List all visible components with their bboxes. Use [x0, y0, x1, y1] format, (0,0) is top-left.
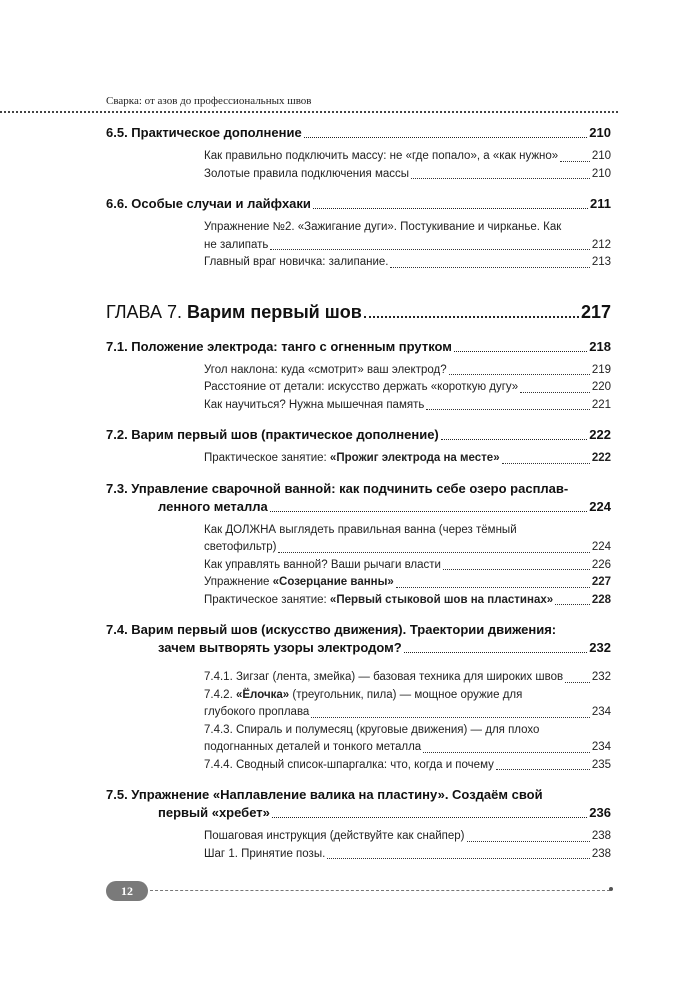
toc-title: 7.4.4. Сводный список-шпаргалка: что, когда и почему: [204, 758, 494, 771]
dot-leader: [270, 511, 588, 512]
dot-leader: [327, 858, 590, 859]
toc-page: 217: [580, 301, 611, 322]
toc-title-prefix: Упражнение: [204, 576, 273, 588]
toc-title: Как правильно подключить массу: не «где попало», а «как нужно»: [204, 150, 559, 162]
toc-page: 210: [589, 125, 611, 140]
dot-leader: [396, 587, 590, 588]
toc-page: 220: [591, 381, 611, 393]
toc-entry-6-6-a[interactable]: [204, 219, 611, 254]
toc-title: Как научиться? Нужна мышечная память: [204, 398, 425, 411]
toc-entry-7-5[interactable]: [106, 786, 611, 822]
toc-entry-7-3-a[interactable]: [204, 522, 611, 557]
toc-entry-7-4-3[interactable]: [204, 722, 611, 757]
toc-title: Шаг 1. Принятие позы.: [204, 847, 326, 860]
toc-page: 234: [591, 706, 611, 718]
toc-entry-7-3-c[interactable]: [204, 574, 611, 592]
dot-leader: [520, 392, 590, 393]
toc-title-line1: 7.5. Упражнение «Наплавление валика на пластину». Создаём свой: [106, 787, 543, 802]
toc-entry-7-2[interactable]: [106, 426, 611, 444]
dot-leader: [454, 351, 587, 352]
chapter-label: ГЛАВА 7.: [106, 301, 187, 322]
dot-leader: [441, 439, 588, 440]
toc-page: 222: [591, 452, 611, 464]
toc-page: 219: [591, 363, 611, 376]
toc-title: Как управлять ванной? Ваши рычаги власти: [204, 558, 441, 571]
toc-title-bold: «Ёлочка»: [235, 688, 290, 701]
toc-entry-7-3-b[interactable]: [204, 557, 611, 575]
toc-title: [204, 592, 553, 610]
toc-entry-7-1-c[interactable]: [204, 397, 611, 415]
toc-page: 213: [591, 256, 611, 268]
toc-title-line2: глубокого проплава: [204, 706, 310, 718]
toc-title: 7.4.1. Зигзаг (лента, змейка) — базовая техника для широких швов: [204, 671, 564, 683]
toc-title: Главный враг новичка: залипание.: [204, 256, 389, 268]
dot-leader: [313, 208, 588, 209]
toc-title: 6.5. Практическое дополнение: [106, 125, 302, 140]
toc-title-line2: первый «хребет»: [158, 805, 270, 820]
toc-chapter-7[interactable]: [106, 300, 611, 324]
toc-title-bold: «Созерцание ванны»: [272, 576, 394, 588]
toc-entry-7-1-b[interactable]: [204, 379, 611, 397]
dot-leader: [496, 769, 590, 770]
toc-entry-7-5-a[interactable]: [204, 828, 611, 846]
page-number-badge: 12: [106, 881, 148, 901]
toc-title: 6.6. Особые случаи и лайфхаки: [106, 196, 311, 211]
toc-page: 218: [589, 338, 611, 354]
toc-entry-7-1-a[interactable]: [204, 362, 611, 380]
dot-leader: [390, 267, 589, 268]
dot-leader: [404, 652, 588, 653]
toc-entry-6-6[interactable]: [106, 195, 611, 213]
toc-title: [204, 574, 394, 592]
toc-title-line1: Упражнение №2. «Зажигание дуги». Постукивание и чирканье. Как: [204, 221, 562, 233]
toc-title-line1: 7.4. Варим первый шов (искусство движения). Траектории движения:: [106, 622, 557, 637]
toc-entry-7-5-b[interactable]: [204, 846, 611, 864]
toc-entry-7-4-4[interactable]: [204, 757, 611, 775]
chapter-title: Варим первый шов: [186, 301, 362, 322]
toc-title: Пошаговая инструкция (действуйте как снайпер): [204, 830, 465, 842]
toc-page: 238: [591, 830, 611, 842]
dot-leader: [278, 552, 589, 553]
toc-entry-6-5[interactable]: [106, 124, 611, 142]
running-head: Сварка: от азов до профессиональных швов: [106, 95, 312, 107]
toc-page: 238: [591, 847, 611, 860]
dot-leader: [270, 249, 589, 250]
toc-title-line2: подогнанных деталей и тонкого металла: [204, 741, 422, 753]
toc-page: 228: [591, 593, 611, 606]
dot-leader: [272, 817, 587, 818]
toc-page: 222: [589, 427, 611, 442]
toc-page: 221: [591, 398, 611, 411]
toc-entry-7-1[interactable]: [106, 338, 611, 356]
toc-entry-7-3-d[interactable]: [204, 592, 611, 610]
toc-page: 236: [589, 805, 611, 820]
toc-page: 224: [589, 498, 611, 514]
table-of-contents: [106, 124, 611, 863]
dot-leader: [565, 682, 590, 683]
toc-title-line2: зачем вытворять узоры электродом?: [158, 640, 402, 655]
toc-entry-6-5-a[interactable]: [204, 148, 611, 166]
toc-title-line1: 7.4.3. Спираль и полумесяц (круговые движения) — для плохо: [204, 723, 540, 736]
toc-title: Расстояние от детали: искусство держать «короткую дугу»: [204, 381, 519, 393]
toc-title-prefix: Практическое занятие:: [204, 593, 330, 606]
toc-page: 234: [591, 741, 611, 753]
toc-page: 226: [591, 558, 611, 571]
toc-page: 210: [591, 167, 611, 180]
dot-leader: [560, 161, 590, 162]
toc-page: 212: [591, 238, 611, 251]
dot-leader: [364, 316, 579, 318]
toc-title-line2: ленного металла: [158, 498, 268, 514]
toc-entry-7-4-1[interactable]: [204, 669, 611, 687]
dot-leader: [555, 604, 590, 605]
toc-page: 210: [591, 150, 611, 162]
toc-page: 211: [590, 196, 611, 211]
toc-page: 227: [591, 576, 611, 588]
toc-page: 224: [591, 541, 611, 553]
toc-title-suffix: (треугольник, пила) — мощное оружие для: [289, 688, 523, 701]
header-divider: [0, 111, 618, 113]
dot-leader: [411, 178, 590, 179]
footer-divider: [150, 890, 610, 891]
chapter-heading: [106, 300, 362, 324]
toc-title-line2: не залипать: [204, 238, 269, 251]
toc-entry-7-4[interactable]: [106, 621, 611, 657]
toc-title: 7.1. Положение электрода: танго с огненным прутком: [106, 338, 452, 354]
dot-leader: [311, 717, 589, 718]
toc-title-line2: светофильтр): [204, 541, 277, 553]
dot-leader: [467, 841, 590, 842]
toc-title-bold: «Прожиг электрода на месте»: [329, 452, 500, 464]
toc-title-prefix: Практическое занятие:: [204, 452, 330, 464]
dot-leader: [423, 752, 590, 753]
toc-entry-6-5-b[interactable]: [204, 166, 611, 184]
toc-entry-7-4-2[interactable]: [204, 687, 611, 722]
dot-leader: [449, 374, 590, 375]
toc-entry-6-6-b[interactable]: [204, 254, 611, 272]
toc-title-line1: [204, 687, 611, 705]
toc-title-line1: Как ДОЛЖНА выглядеть правильная ванна (через тёмный: [204, 523, 517, 536]
dot-leader: [426, 409, 589, 410]
toc-page: 235: [591, 758, 611, 771]
toc-title-prefix: 7.4.2.: [204, 688, 236, 701]
footer-dot-ornament: [609, 887, 613, 891]
toc-title: Угол наклона: куда «смотрит» ваш электрод?: [204, 363, 447, 376]
toc-title-bold: «Первый стыковой шов на пластинах»: [329, 593, 554, 606]
toc-entry-7-3[interactable]: [106, 480, 611, 516]
toc-title: [204, 450, 500, 468]
toc-page: 232: [591, 671, 611, 683]
dot-leader: [443, 569, 590, 570]
toc-title: Золотые правила подключения массы: [204, 167, 410, 180]
toc-title-line1: 7.3. Управление сварочной ванной: как подчинить себе озеро расплав-: [106, 480, 569, 496]
toc-title: 7.2. Варим первый шов (практическое дополнение): [106, 427, 439, 442]
toc-page: 232: [589, 640, 611, 655]
toc-entry-7-2-a[interactable]: [204, 450, 611, 468]
dot-leader: [304, 137, 588, 138]
dot-leader: [502, 463, 590, 464]
